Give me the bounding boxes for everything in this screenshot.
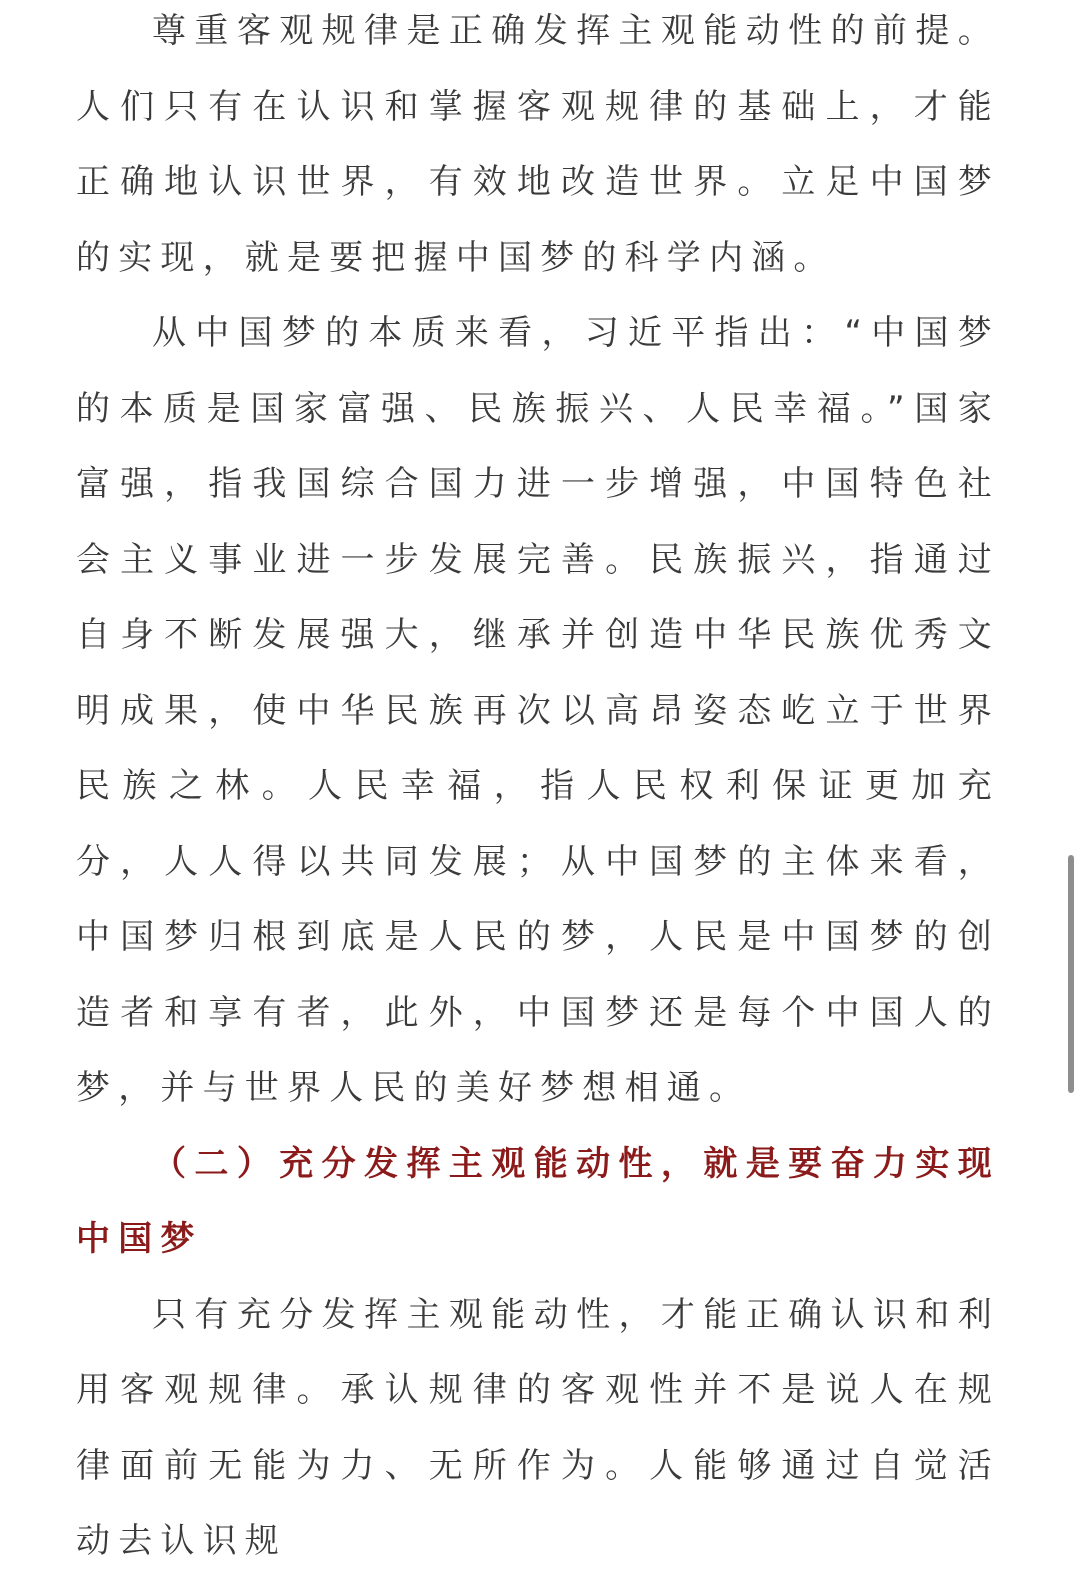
paragraph-subjective-initiative: 只有充分发挥主观能动性，才能正确认识和利用客观规律。承认规律的客观性并不是说人在规律面前无能为力、无所作为。人能够通过自觉活动去认识规 [76, 1294, 1000, 1561]
paragraph-china-dream-essence: 从中国梦的本质来看，习近平指出：“中国梦的本质是国家富强、民族振兴、人民幸福。”国家富强，指我国综合国力进一步增强，中国特色社会主义事业进一步发展完善。民族振兴，指通过自身不断发展强大，继承并创造中华民族优秀文明成果，使中华民族再次以高昂姿态屹立于世界民族之林。人民幸福，指人民权利保证更加充分，人人得以共同发展；从中国梦的主体来看，中国梦归根到底是人民的梦，人民是中国梦的创造者和享有者，此外，中国梦还是每个中国人的梦，并与世界人民的美好梦想相通。 [76, 313, 1000, 1108]
paragraph-objective-laws: 尊重客观规律是正确发挥主观能动性的前提。人们只有在认识和掌握客观规律的基础上，才能正确地认识世界，有效地改造世界。立足中国梦的实现，就是要把握中国梦的科学内涵。 [76, 11, 1000, 278]
vertical-scrollbar[interactable] [1068, 855, 1074, 1093]
section-heading: （二）充分发挥主观能动性，就是要奋力实现中国梦 [76, 1143, 1000, 1259]
article-body [76, 0, 1000, 1580]
